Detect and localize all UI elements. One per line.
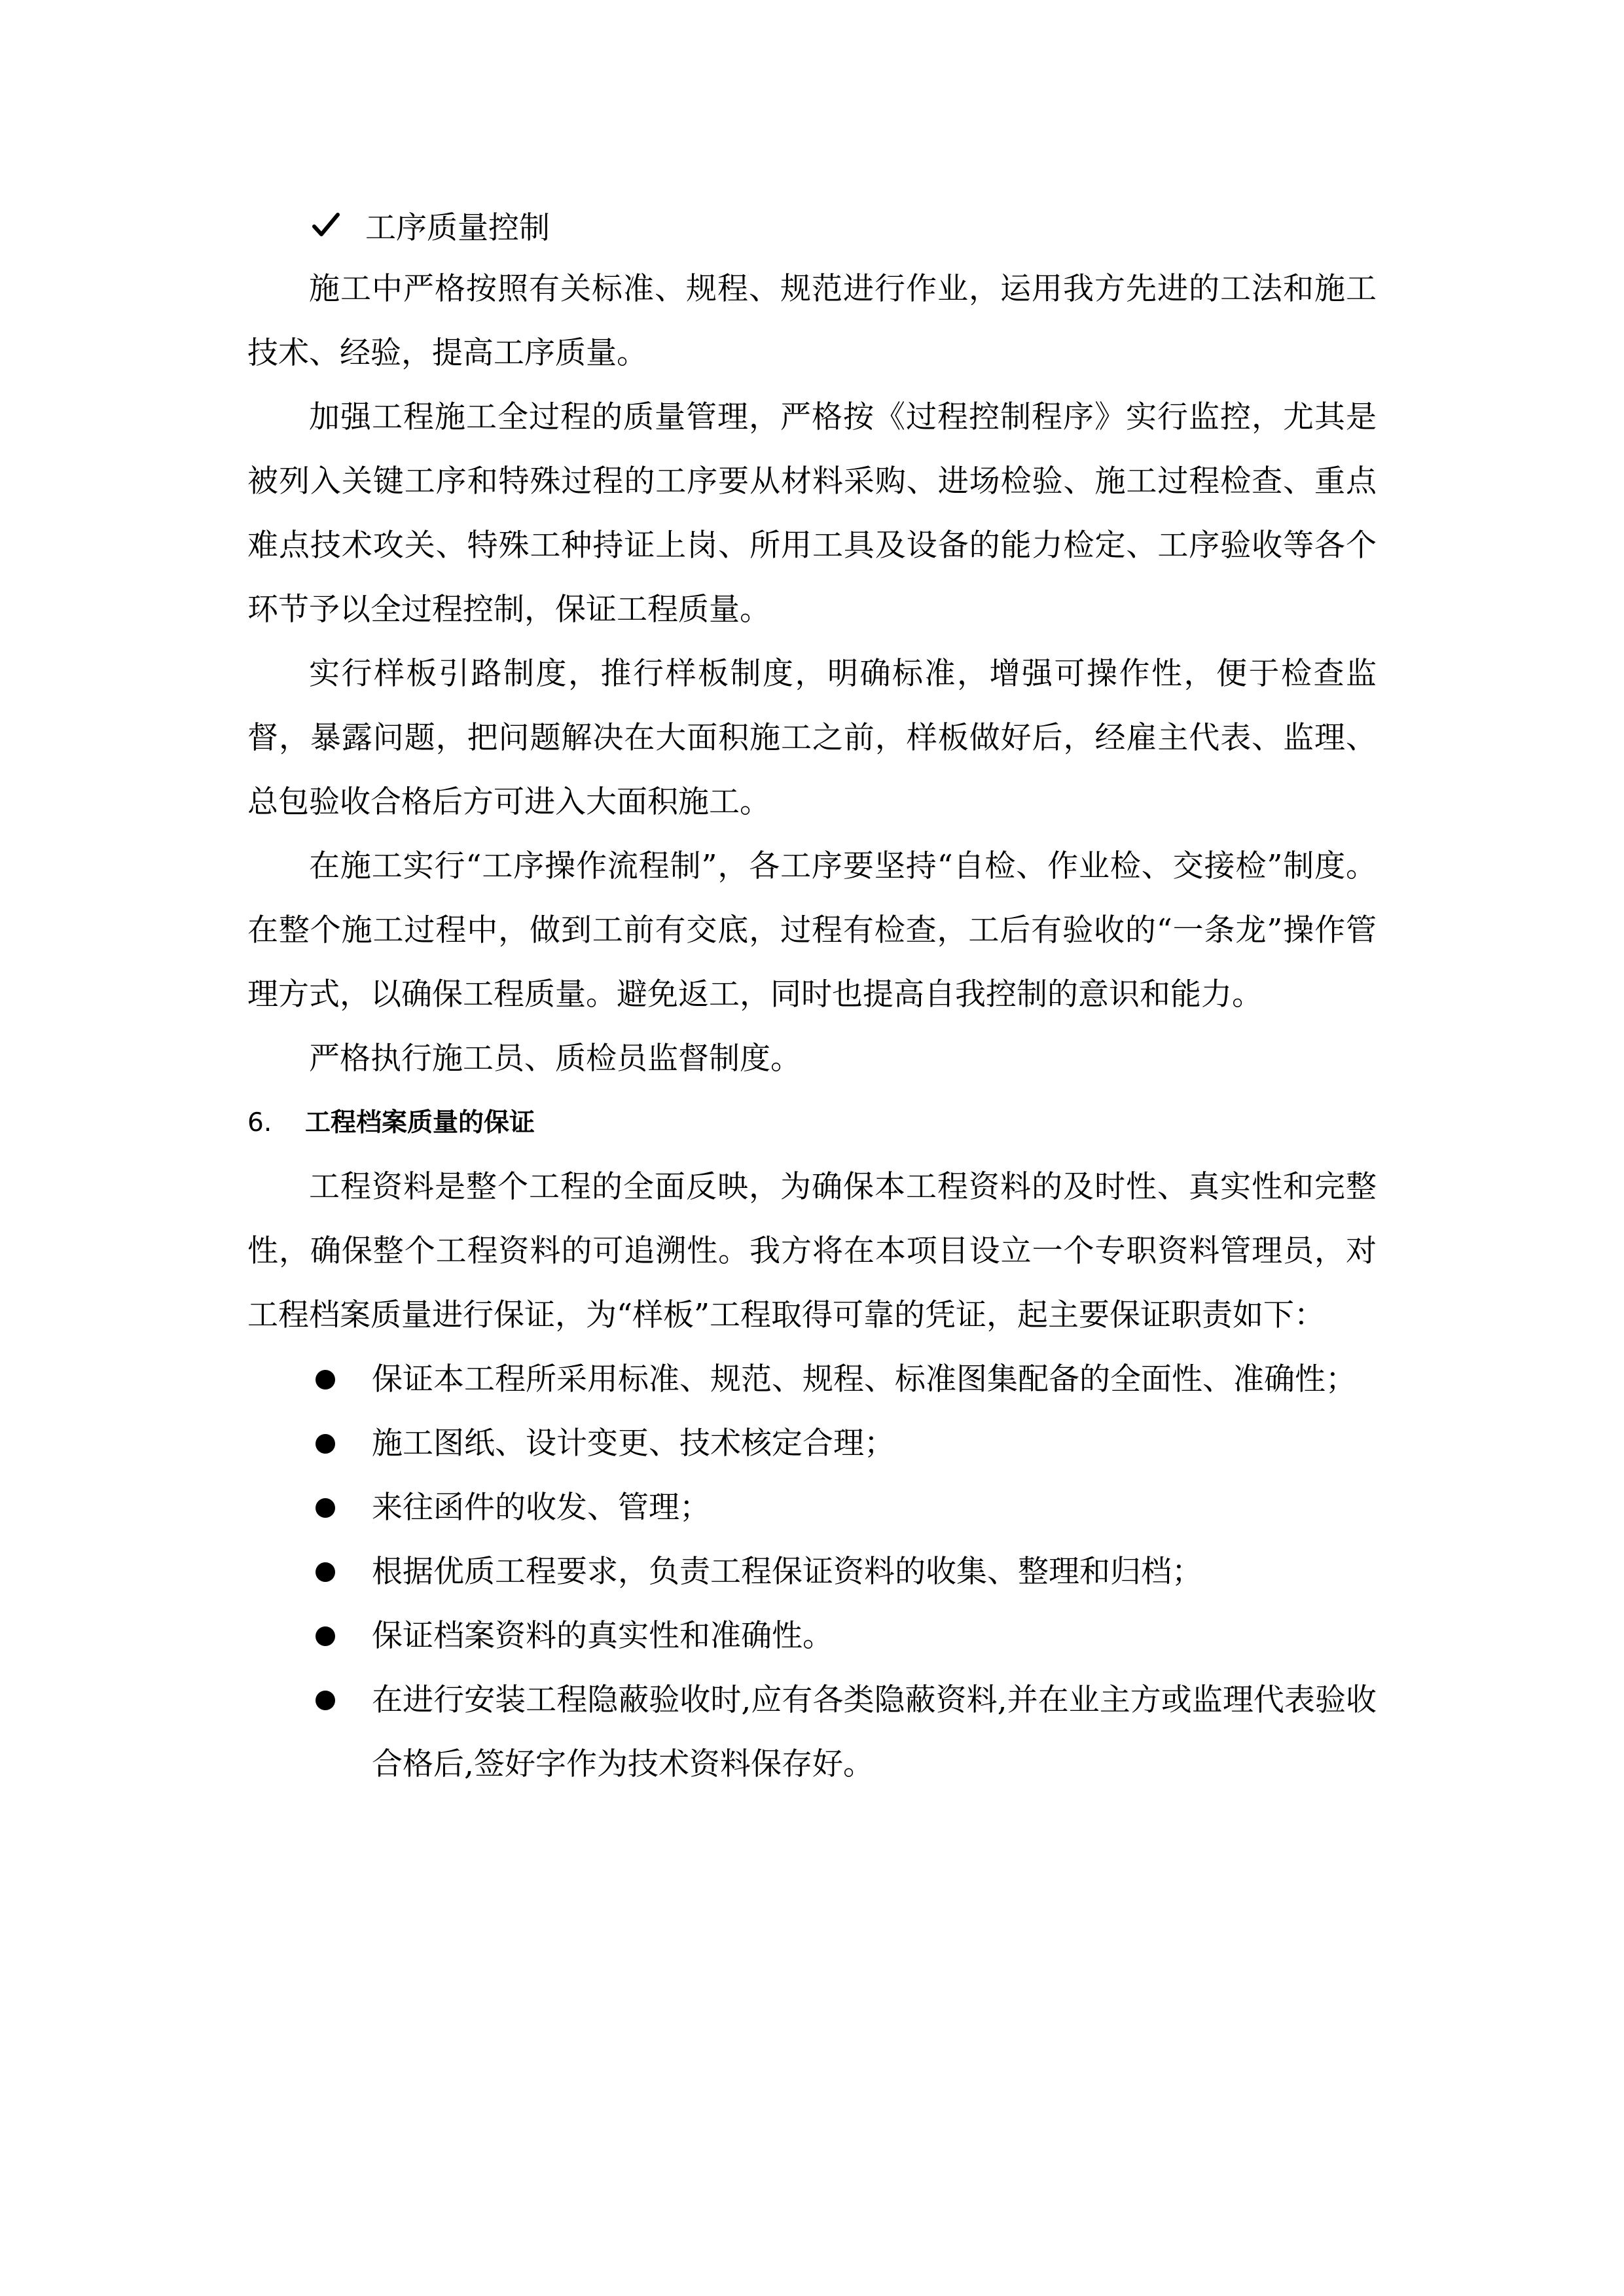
document-body bbox=[247, 193, 1377, 1797]
paragraph: 工程资料是整个工程的全面反映，为确保本工程资料的及时性、真实性和完整性，确保整个工程资料的可追溯性。我方将在本项目设立一个专职资料管理员，对工程档案质量进行保证，为“样板”工程取得可靠的凭证，起主要保证职责如下： bbox=[247, 1169, 1377, 1333]
subsection-heading bbox=[247, 193, 1377, 257]
list-item bbox=[247, 1668, 1377, 1797]
bullet-icon bbox=[316, 1434, 335, 1454]
responsibility-list bbox=[247, 1348, 1377, 1797]
list-item-text: 保证本工程所采用标准、规范、规程、标准图集配备的全面性、准确性； bbox=[372, 1361, 1356, 1397]
list-item-text: 保证档案资料的真实性和准确性。 bbox=[372, 1618, 833, 1654]
list-item bbox=[247, 1412, 1377, 1476]
list-item bbox=[247, 1348, 1377, 1412]
bullet-icon bbox=[316, 1691, 335, 1710]
section-number: 6. bbox=[247, 1108, 272, 1138]
list-item bbox=[247, 1540, 1377, 1604]
list-item bbox=[247, 1476, 1377, 1540]
checkmark-icon bbox=[312, 211, 340, 240]
bullet-icon bbox=[316, 1626, 335, 1646]
paragraph: 实行样板引路制度，推行样板制度，明确标准，增强可操作性，便于检查监督，暴露问题，把问题解决在大面积施工之前，样板做好后，经雇主代表、监理、总包验收合格后方可进入大面积施工。 bbox=[247, 656, 1377, 820]
paragraph: 施工中严格按照有关标准、规程、规范进行作业，运用我方先进的工法和施工技术、经验，提高工序质量。 bbox=[247, 271, 1377, 371]
paragraph: 在施工实行“工序操作流程制”，各工序要坚持“自检、作业检、交接检”制度。在整个施工过程中，做到工前有交底，过程有检查，工后有验收的“一条龙”操作管理方式，以确保工程质量。避免返工，同时也提高自我控制的意识和能力。 bbox=[247, 848, 1377, 1013]
bullet-icon bbox=[316, 1370, 335, 1390]
subsection-heading-text: 工序质量控制 bbox=[365, 209, 550, 246]
list-item-text: 根据优质工程要求，负责工程保证资料的收集、整理和归档； bbox=[372, 1554, 1202, 1590]
list-item bbox=[247, 1604, 1377, 1668]
list-item-text: 来往函件的收发、管理； bbox=[372, 1490, 710, 1526]
paragraph: 加强工程施工全过程的质量管理，严格按《过程控制程序》实行监控，尤其是被列入关键工序和特殊过程的工序要从材料采购、进场检验、施工过程检查、重点难点技术攻关、特殊工种持证上岗、所用工具及设备的能力检定、工序验收等各个环节予以全过程控制，保证工程质量。 bbox=[247, 399, 1377, 628]
bullet-icon bbox=[316, 1562, 335, 1582]
list-item-text: 施工图纸、设计变更、技术核定合理； bbox=[372, 1426, 895, 1462]
bullet-icon bbox=[316, 1498, 335, 1518]
paragraph: 严格执行施工员、质检员监督制度。 bbox=[309, 1041, 801, 1077]
list-item-text: 在进行安装工程隐蔽验收时,应有各类隐蔽资料,并在业主方或监理代表验收合格后,签好字作为技术资料保存好。 bbox=[372, 1682, 1377, 1782]
section-heading bbox=[247, 1091, 1377, 1155]
section-title: 工程档案质量的保证 bbox=[305, 1108, 535, 1138]
